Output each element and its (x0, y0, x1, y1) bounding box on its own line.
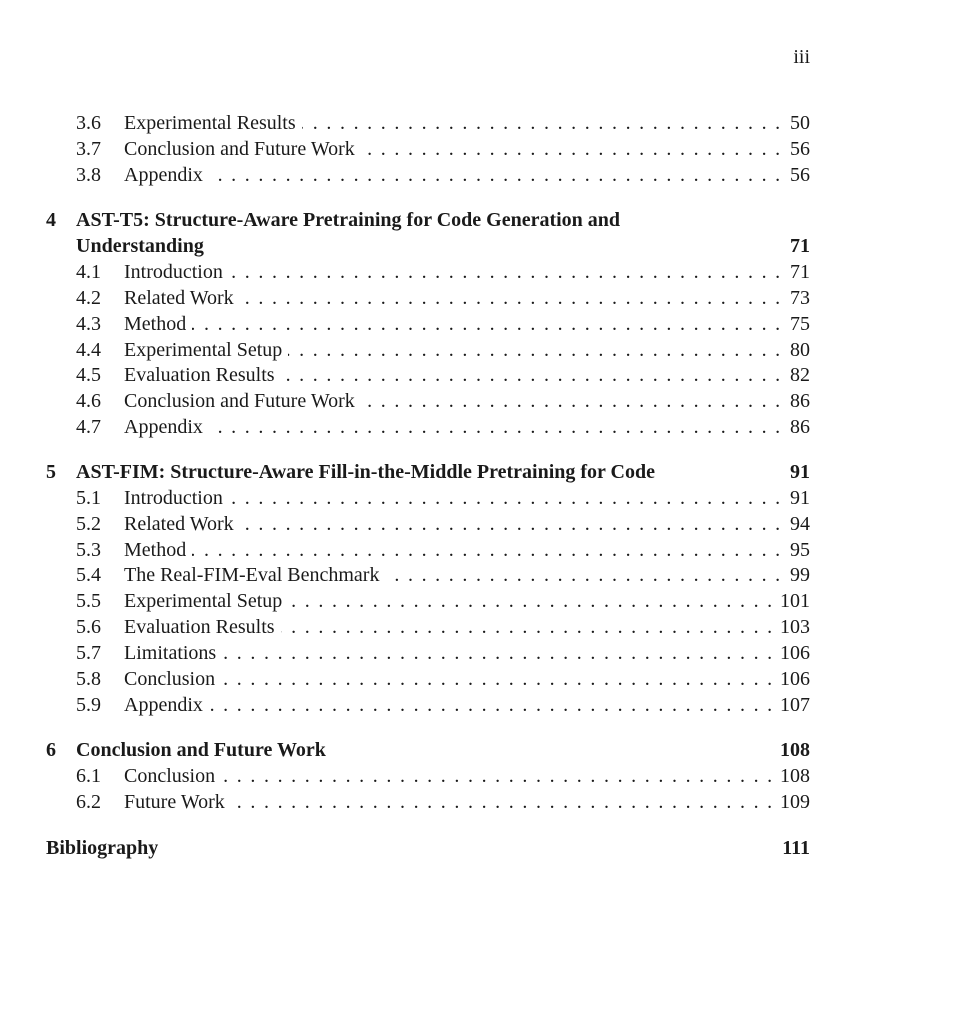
leader-dots (361, 388, 782, 414)
toc-entry-5-9[interactable] (76, 692, 810, 718)
leader-dots (302, 110, 782, 136)
section-title: Evaluation Results (124, 364, 275, 386)
leader-dots (192, 311, 782, 337)
chapter-title: AST-T5: Structure-Aware Pretraining for Code Generation and (76, 209, 621, 231)
toc-entry-5-7[interactable] (76, 640, 810, 666)
section-number: 5.8 (76, 668, 101, 690)
chapter-page: 108 (780, 739, 810, 761)
chapter-title: AST-FIM: Structure-Aware Fill-in-the-Middle Pretraining for Code (76, 461, 656, 483)
chapter-page: 71 (790, 235, 810, 257)
toc-entry-4-4[interactable] (76, 337, 810, 363)
section-page: 71 (790, 261, 810, 283)
chapter-title: Conclusion and Future Work (76, 739, 326, 761)
section-number: 4.1 (76, 261, 101, 283)
section-title: The Real-FIM-Eval Benchmark (124, 564, 380, 586)
toc-chapter-6[interactable] (46, 737, 810, 763)
toc-entry-4-7[interactable] (76, 414, 810, 440)
section-number: 5.2 (76, 513, 101, 535)
section-page: 86 (790, 390, 810, 412)
section-number: 5.3 (76, 539, 101, 561)
section-page: 108 (780, 765, 810, 787)
section-number: 4.4 (76, 339, 101, 361)
toc-entry-5-4[interactable] (76, 562, 810, 588)
toc-entry-3-6[interactable] (76, 110, 810, 136)
section-number: 4.6 (76, 390, 101, 412)
leader-dots (361, 136, 782, 162)
toc-entry-4-1[interactable] (76, 259, 810, 285)
section-title: Appendix (124, 416, 203, 438)
section-title: Future Work (124, 791, 225, 813)
leader-dots (209, 692, 774, 718)
toc-entry-4-3[interactable] (76, 311, 810, 337)
section-title: Conclusion (124, 668, 216, 690)
chapter-number: 6 (46, 739, 56, 761)
leader-dots (221, 666, 774, 692)
section-page: 107 (780, 694, 810, 716)
toc-entry-5-3[interactable] (76, 537, 810, 563)
leader-dots (240, 511, 782, 537)
section-number: 3.8 (76, 164, 101, 186)
leader-dots (281, 362, 782, 388)
chapter-page: 91 (790, 461, 810, 483)
toc-entry-6-1[interactable] (76, 763, 810, 789)
section-title: Appendix (124, 164, 203, 186)
leader-dots (192, 537, 782, 563)
section-number: 5.1 (76, 487, 101, 509)
toc-entry-4-2[interactable] (76, 285, 810, 311)
section-number: 5.6 (76, 616, 101, 638)
section-page: 106 (780, 668, 810, 690)
leader-dots (385, 562, 782, 588)
section-number: 5.4 (76, 564, 101, 586)
section-page: 99 (790, 564, 810, 586)
section-title: Experimental Results (124, 112, 296, 134)
section-page: 103 (780, 616, 810, 638)
bibliography-title: Bibliography (46, 837, 159, 859)
section-title: Related Work (124, 287, 234, 309)
chapter-number: 4 (46, 209, 56, 231)
toc-entry-5-8[interactable] (76, 666, 810, 692)
section-page: 82 (790, 364, 810, 386)
section-number: 6.1 (76, 765, 101, 787)
toc-chapter-4-continued[interactable] (76, 233, 810, 259)
leader-dots (229, 485, 782, 511)
bibliography-page: 111 (782, 837, 810, 859)
leader-dots (209, 162, 782, 188)
section-number: 5.5 (76, 590, 101, 612)
section-page: 73 (790, 287, 810, 309)
section-number: 3.6 (76, 112, 101, 134)
section-page: 101 (780, 590, 810, 612)
toc-entry-4-5[interactable] (76, 362, 810, 388)
leader-dots (229, 259, 782, 285)
section-number: 3.7 (76, 138, 101, 160)
section-title: Experimental Setup (124, 590, 283, 612)
section-page: 91 (790, 487, 810, 509)
leader-dots (221, 763, 774, 789)
section-title: Conclusion and Future Work (124, 138, 355, 160)
section-page: 109 (780, 791, 810, 813)
section-page: 75 (790, 313, 810, 335)
section-title: Method (124, 539, 187, 561)
section-title: Method (124, 313, 187, 335)
section-number: 4.7 (76, 416, 101, 438)
leader-dots (281, 614, 774, 640)
section-title: Experimental Setup (124, 339, 283, 361)
toc-entry-5-6[interactable] (76, 614, 810, 640)
section-page: 86 (790, 416, 810, 438)
section-number: 5.7 (76, 642, 101, 664)
section-title: Introduction (124, 261, 223, 283)
leader-dots (222, 640, 774, 666)
leader-dots (240, 285, 782, 311)
toc-chapter-5[interactable] (46, 459, 810, 485)
toc-entry-3-7[interactable] (76, 136, 810, 162)
section-page: 106 (780, 642, 810, 664)
section-number: 5.9 (76, 694, 101, 716)
section-number: 4.5 (76, 364, 101, 386)
leader-dots (288, 588, 774, 614)
section-title: Conclusion (124, 765, 216, 787)
section-title: Appendix (124, 694, 203, 716)
chapter-number: 5 (46, 461, 56, 483)
toc-chapter-4[interactable] (46, 207, 810, 233)
leader-dots (231, 789, 774, 815)
toc-entry-4-6[interactable] (76, 388, 810, 414)
section-number: 4.2 (76, 287, 101, 309)
section-title: Limitations (124, 642, 217, 664)
leader-dots (288, 337, 782, 363)
section-number: 6.2 (76, 791, 101, 813)
toc-entry-3-8[interactable] (76, 162, 810, 188)
section-title: Related Work (124, 513, 234, 535)
section-page: 56 (790, 164, 810, 186)
section-title: Conclusion and Future Work (124, 390, 355, 412)
chapter-title-continued: Understanding (76, 235, 204, 257)
page-number: iii (793, 46, 810, 68)
section-page: 95 (790, 539, 810, 561)
toc-bibliography[interactable] (46, 835, 810, 861)
section-page: 80 (790, 339, 810, 361)
toc-entry-5-1[interactable] (76, 485, 810, 511)
toc-entry-5-5[interactable] (76, 588, 810, 614)
section-number: 4.3 (76, 313, 101, 335)
section-page: 94 (790, 513, 810, 535)
toc-entry-6-2[interactable] (76, 789, 810, 815)
leader-dots (209, 414, 782, 440)
section-page: 56 (790, 138, 810, 160)
section-title: Introduction (124, 487, 223, 509)
section-page: 50 (790, 112, 810, 134)
toc-entry-5-2[interactable] (76, 511, 810, 537)
section-title: Evaluation Results (124, 616, 275, 638)
